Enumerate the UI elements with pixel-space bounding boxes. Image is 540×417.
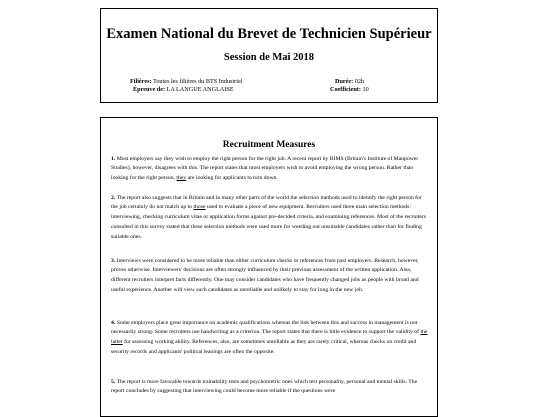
- paragraph-text: Most employers say they wish to employ the right person for the right job. A recent report by BIMS (Britain's Institute of Manpower Studies), however, disagrees with this. The report states that most employers wish to avoid employing the wrong person. Rather than looking for the right person,: [111, 155, 419, 182]
- paragraph-number: 5.: [111, 378, 116, 385]
- filieres-label: Filières:: [130, 78, 152, 85]
- paragraph-text: The report is more favorable towards trainability tests and psychometric ones which test personality, personal and mental skills. The report concludes by suggesting that interviewing could become more reliable if the questions were: [111, 378, 418, 395]
- epreuve-label: Épreuve de:: [133, 86, 166, 93]
- paragraph-text: for assessing working ability. References, also, are sometimes unreliable as they are rarely critical, whereas checks on credit and security records and applicants' political leanings are often the opposite.: [111, 339, 417, 356]
- text-title: Recruitment Measures: [222, 140, 316, 150]
- underlined-word: those: [193, 204, 206, 211]
- paragraph-text: Some employers place great importance on academic qualifications whereas the link between this and success in management is not necessarily strong. Some recruiters use handwriting as a criterion. The report states that there is little evidence to support the validity of: [111, 319, 421, 336]
- filieres-row: [130, 78, 242, 85]
- underlined-word: the latter: [111, 329, 428, 346]
- paragraph-number: 4.: [111, 319, 116, 326]
- filieres-value: Toutes les filières du BTS Industriel: [152, 78, 243, 85]
- reading-text-box: [100, 117, 438, 417]
- paragraph-text: used to evaluate a piece of new equipment. Recruiters used three main selection methods: interviewing, checking curriculum vitae or application forms against pre-decided criteria, and examining references. Most of the recruiters consulted in this survey stated that these selection methods were used more for weeding out unsuitable candidates rather than for finding suitable ones.: [111, 204, 427, 240]
- duree-label: Durée:: [335, 78, 354, 85]
- paragraph-4: [111, 319, 429, 358]
- epreuve-row: [133, 86, 234, 93]
- paragraph-text: The report also suggests that in Britain and in many other parts of the world the selection methods used to identify the right person for the job certainly do not match up to: [111, 194, 422, 211]
- exam-header-box: [100, 8, 438, 103]
- paragraph-1: [111, 155, 429, 184]
- coefficient-value: 10: [362, 86, 369, 93]
- epreuve-value: LA LANGUE ANGLAISE: [166, 86, 234, 93]
- coefficient-row: [330, 86, 369, 93]
- exam-session: Session de Mai 2018: [223, 52, 315, 63]
- duree-value: 02h: [354, 78, 365, 85]
- exam-title: Examen National du Brevet de Technicien Supérieur: [106, 26, 432, 42]
- coefficient-label: Coefficient:: [330, 86, 361, 93]
- paragraph-text: Interviews were considered to be more reliable than either curriculum checks or references from past employers. Research, however, proves otherwise. Interviewers' decisions are often strongly influenced by their previous assessment of the written application. Also, different recruiters interpret facts differently. One may consider candidates who have frequently changed jobs as people with broad and useful experience. Another will view such candidates as unreliable and unlikely to stay for long in the new job.: [111, 257, 419, 294]
- paragraph-number: 1.: [111, 155, 116, 162]
- paragraph-text: are looking for applicants to turn down.: [186, 175, 278, 182]
- duree-row: [335, 78, 364, 85]
- paragraph-number: 3.: [111, 257, 116, 264]
- underlined-word: they: [176, 175, 187, 182]
- paragraph-5: [111, 378, 429, 398]
- paragraph-number: 2.: [111, 194, 116, 201]
- paragraph-2: [111, 194, 429, 243]
- paragraph-3: [111, 257, 429, 296]
